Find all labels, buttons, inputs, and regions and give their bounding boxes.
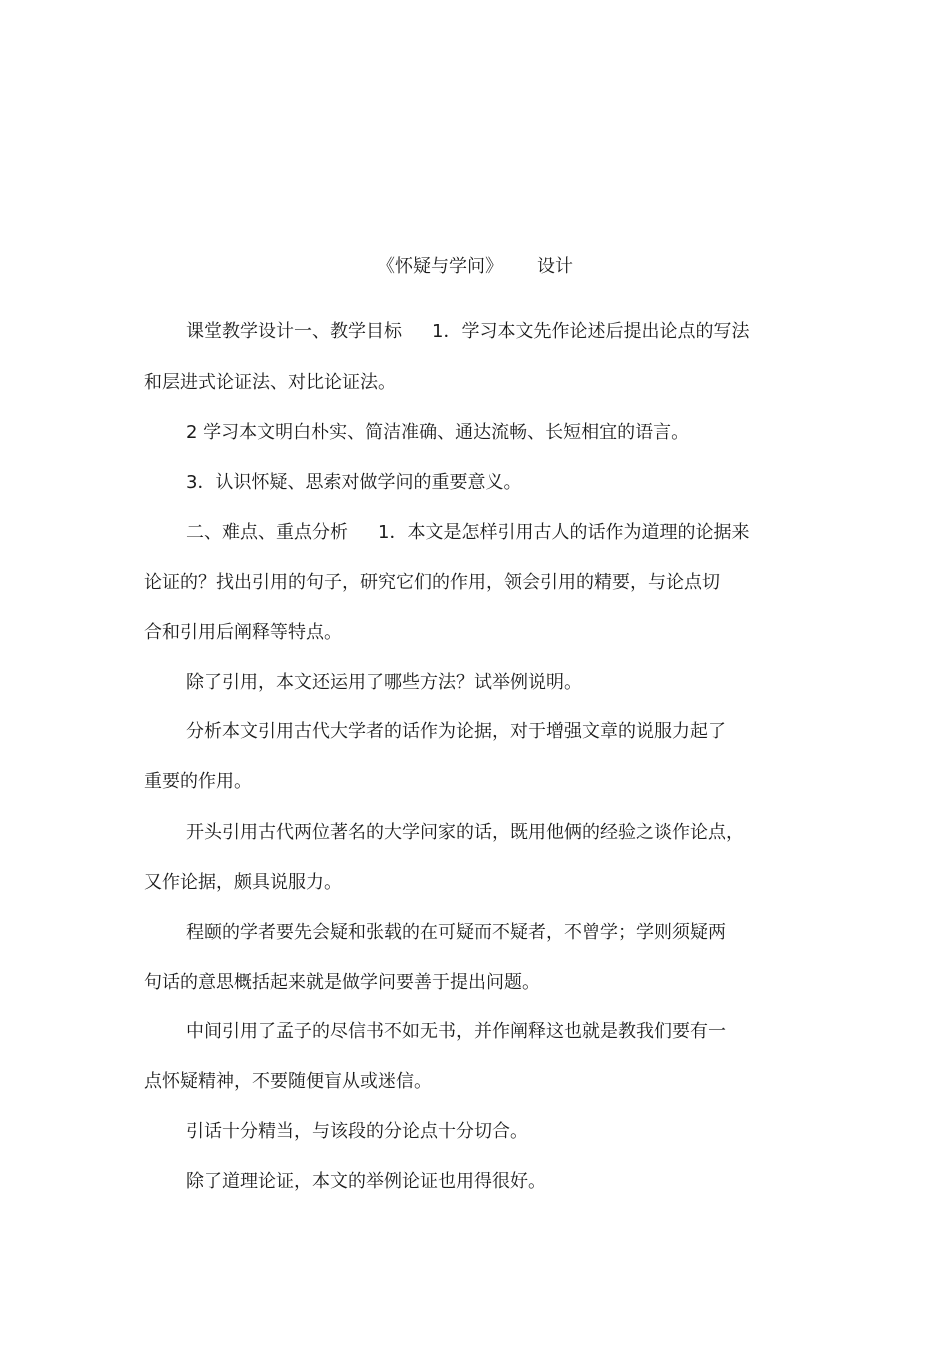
paragraph-line: 引话十分精当，与该段的分论点十分切合。 bbox=[186, 1121, 528, 1142]
paragraph-line: 中间引用了孟子的尽信书不如无书，并作阐释这也就是教我们要有一 bbox=[186, 1021, 726, 1042]
paragraph-line: 论证的？找出引用的句子，研究它们的作用，领会引用的精要，与论点切 bbox=[144, 572, 720, 593]
paragraph-line: 重要的作用。 bbox=[144, 771, 252, 792]
paragraph-line: 句话的意思概括起来就是做学问要善于提出问题。 bbox=[144, 972, 540, 993]
objective-1: 1．学习本文先作论述后提出论点的写法 bbox=[432, 321, 750, 342]
objective-3: 3．认识怀疑、思索对做学问的重要意义。 bbox=[186, 472, 522, 493]
paragraph-line: 除了引用，本文还运用了哪些方法？试举例说明。 bbox=[186, 672, 582, 693]
paragraph-line: 点怀疑精神，不要随便盲从或迷信。 bbox=[144, 1071, 432, 1092]
analysis-1: 1．本文是怎样引用古人的话作为道理的论据来 bbox=[378, 522, 750, 543]
paragraph-line bbox=[186, 520, 749, 546]
title-text: 《怀疑与学问》 bbox=[377, 256, 503, 277]
section-heading-analysis: 二、难点、重点分析 bbox=[186, 522, 348, 543]
objective-2: 2 学习本文明白朴实、简洁准确、通达流畅、长短相宜的语言。 bbox=[186, 422, 690, 443]
paragraph-line bbox=[186, 319, 749, 345]
document-title bbox=[0, 254, 950, 280]
title-suffix: 设计 bbox=[537, 256, 573, 277]
paragraph-line: 合和引用后阐释等特点。 bbox=[144, 622, 342, 643]
paragraph-line: 开头引用古代两位著名的大学问家的话，既用他俩的经验之谈作论点， bbox=[186, 822, 744, 843]
paragraph-line: 和层进式论证法、对比论证法。 bbox=[144, 372, 396, 393]
paragraph-line: 程颐的学者要先会疑和张载的在可疑而不疑者，不曾学；学则须疑两 bbox=[186, 922, 726, 943]
paragraph-line: 分析本文引用古代大学者的话作为论据，对于增强文章的说服力起了 bbox=[186, 721, 726, 742]
paragraph-line: 又作论据，颇具说服力。 bbox=[144, 872, 342, 893]
section-heading-objectives: 课堂教学设计一、教学目标 bbox=[186, 321, 402, 342]
paragraph-line: 除了道理论证，本文的举例论证也用得很好。 bbox=[186, 1171, 546, 1192]
